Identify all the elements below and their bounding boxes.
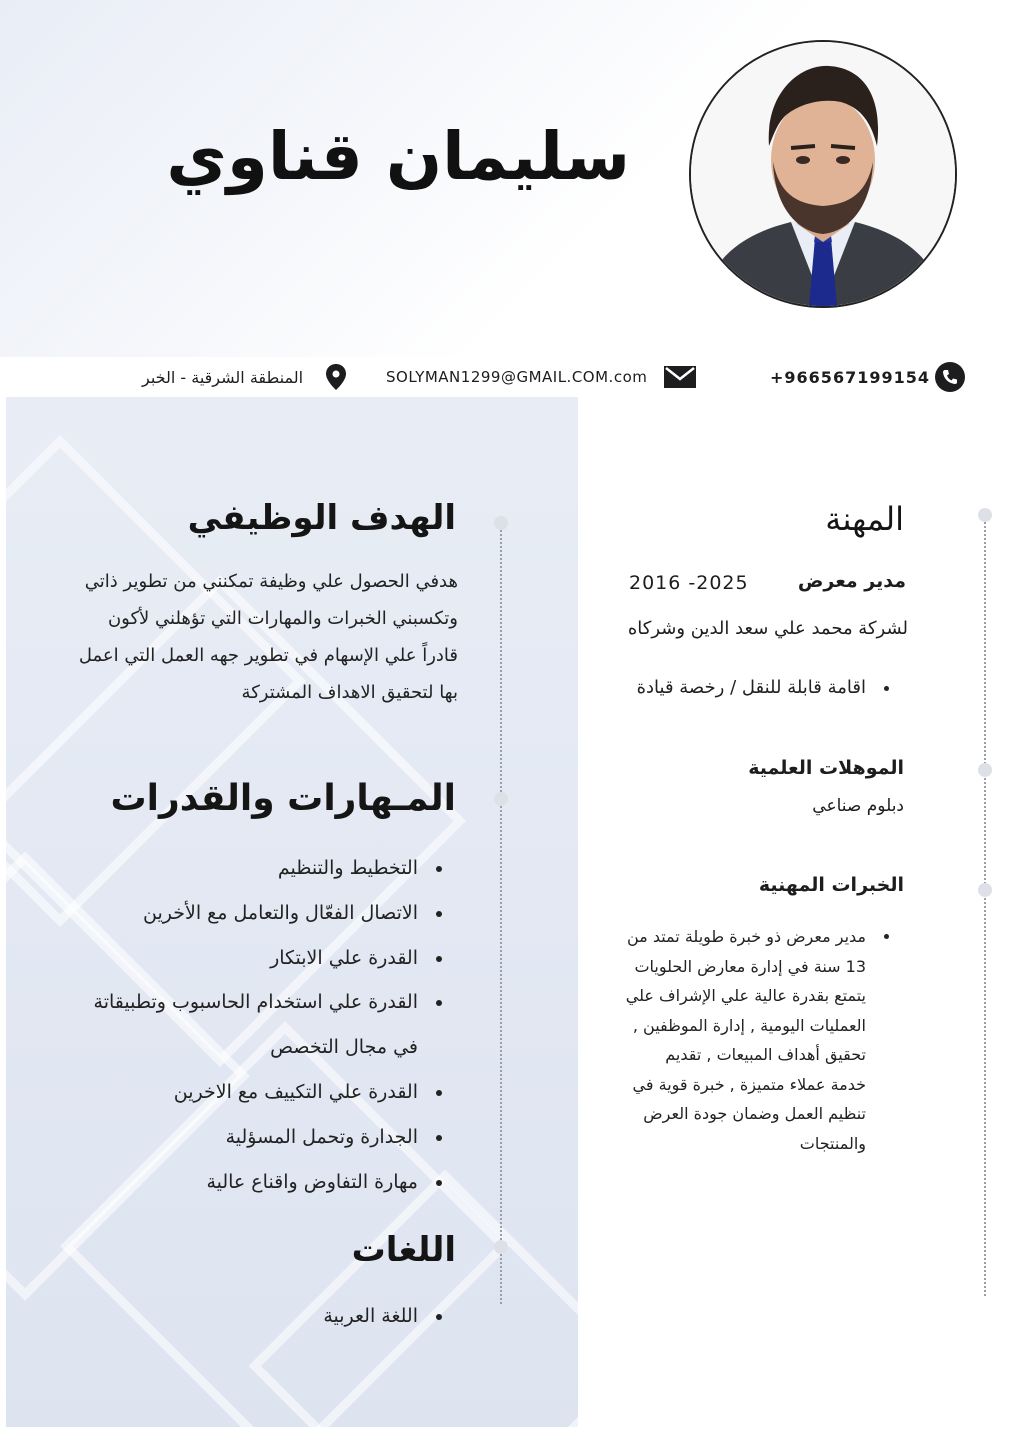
timeline-dot — [494, 792, 508, 806]
experience-line: 13 سنة في إدارة معارض الحلويات — [634, 956, 866, 976]
phone-contact[interactable] — [770, 357, 965, 397]
location-pin-icon — [325, 363, 347, 391]
experience-line: تحقيق أهداف المبيعات , تقديم — [665, 1045, 866, 1064]
objective-line: قادراً علي الإسهام في تطوير جهه العمل التي اعمل — [78, 645, 458, 666]
skill-item: • التخطيط والتنظيم — [0, 846, 424, 891]
timeline-dot — [494, 516, 508, 530]
contact-bar — [6, 357, 1018, 397]
candidate-name: سليمان قناوي — [166, 118, 630, 195]
languages-list — [124, 1298, 446, 1334]
phone-number: +966567199154 — [770, 367, 930, 387]
profession-notes — [572, 670, 894, 706]
envelope-icon — [663, 364, 697, 390]
language-item: • اللغة العربية — [124, 1298, 424, 1334]
skills-list — [0, 846, 446, 1204]
objective-text — [0, 563, 458, 711]
skill-item: • الاتصال الفعّال والتعامل مع الأخرين — [0, 891, 424, 936]
experience-title: الخبرات المهنية — [758, 874, 904, 896]
objective-title: الهدف الوظيفي — [187, 498, 456, 538]
skill-item: • مهارة التفاوض واقناع عالية — [0, 1160, 424, 1205]
skill-item: • الجدارة وتحمل المسؤلية — [0, 1115, 424, 1160]
job-title: مدير معرض — [797, 570, 906, 592]
experience-line: تنظيم العمل وضمان جودة العرض — [643, 1104, 866, 1123]
phone-icon — [935, 362, 965, 392]
timeline-dot — [494, 1240, 508, 1254]
languages-title: اللغات — [351, 1230, 456, 1270]
experience-line: يتمتع بقدرة عالية علي الإشراف علي — [625, 986, 866, 1005]
profession-title: المهنة — [825, 500, 904, 538]
company-name: لشركة محمد علي سعد الدين وشركاه — [627, 618, 908, 639]
profile-photo — [689, 40, 957, 308]
email-contact[interactable] — [386, 357, 697, 397]
location-text: المنطقة الشرقية - الخبر — [142, 367, 304, 387]
experience-line: العمليات اليومية , إدارة الموظفين , — [632, 1015, 866, 1035]
skill-item-line: في مجال التخصص — [270, 1036, 418, 1059]
timeline-dot — [978, 883, 992, 897]
objective-line: بها لتحقيق الاهداف المشتركة — [241, 682, 458, 703]
timeline-dot — [978, 763, 992, 777]
skill-item — [0, 980, 424, 1070]
right-timeline — [984, 514, 986, 1296]
experience-line: مدير معرض ذو خبرة طويلة تمتد من — [626, 927, 866, 946]
person-portrait-icon — [691, 42, 955, 306]
skills-title: المـهارات والقدرات — [110, 778, 456, 819]
experience-item — [572, 922, 872, 1158]
experience-line: خدمة عملاء متميزة , خبرة قوية في — [632, 1074, 866, 1094]
skill-item: • القدرة علي الابتكار — [0, 936, 424, 981]
profession-note: • اقامة قابلة للنقل / رخصة قيادة — [572, 670, 872, 706]
location-contact — [142, 357, 347, 397]
timeline-dot — [978, 508, 992, 522]
left-timeline — [500, 522, 502, 1304]
objective-line: هدفي الحصول علي وظيفة تمكنني من تطوير ذاتي — [84, 571, 458, 592]
experience-list — [572, 922, 894, 1158]
skill-item-line: القدرة علي استخدام الحاسبوب وتطبيقاتة — [93, 991, 418, 1014]
experience-line: والمنتجات — [799, 1133, 866, 1153]
objective-line: وتكسبني الخبرات والمهارات التي تؤهلني لأكون — [107, 608, 458, 629]
education-degree: دبلوم صناعي — [812, 796, 904, 816]
education-title: الموهلات العلمية — [748, 757, 904, 779]
skill-item: • القدرة علي التكييف مع الاخرين — [0, 1070, 424, 1115]
job-dates: 2016 -2025 — [629, 572, 749, 594]
email-address: SOLYMAN1299@GMAIL.COM.com — [386, 368, 648, 386]
